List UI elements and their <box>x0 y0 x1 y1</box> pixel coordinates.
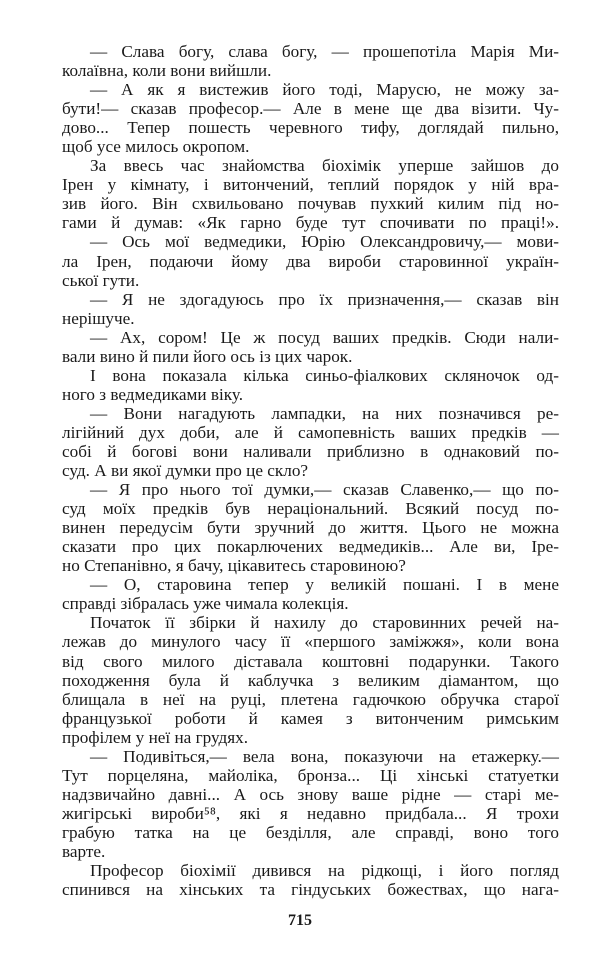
text-line: варте. <box>62 841 106 861</box>
text-line: щоб усе милось окропом. <box>62 137 250 157</box>
text-line: — Я про нього тої думки,— сказав Славенко,— що по- <box>90 480 559 500</box>
text-line: блищала в неї на руці, плетена гадючкою обручка старої <box>62 689 559 709</box>
text-line: І вона показала кілька синьо-фіалкових скляночок од- <box>90 365 559 385</box>
text-line: — Ах, сором! Це ж посуд ваших предків. Сюди нали- <box>90 327 559 347</box>
text-line: Професор біохімії дивився на рідкощі, і його погляд <box>90 861 559 881</box>
text-line: — А як я вистежив його тоді, Марусю, не можу за- <box>90 80 559 100</box>
text-line: — Ось мої ведмедики, Юрію Олександровичу,— мови- <box>90 232 559 252</box>
text-line: грабую татка на це безділля, але справді, воно того <box>62 822 559 842</box>
text-line: ла Ірен, подаючи йому два вироби старовинної україн- <box>62 251 559 271</box>
text-line: — О, старовина тепер у великій пошані. І в мене <box>90 575 559 595</box>
text-line: Тут порцеляна, майоліка, бронза... Ці хінські статуетки <box>62 765 559 785</box>
text-line: вали вино й пили його ось із цих чарок. <box>62 346 353 366</box>
text-line: ного з ведмедиками віку. <box>62 384 244 404</box>
text-line: гами й думав: «Як гарно буде тут спочивати по праці!». <box>62 213 559 233</box>
text-line: ської гути. <box>62 270 140 290</box>
text-line: профілем у неї на грудях. <box>62 727 249 747</box>
text-line: колаївна, коли вони вийшли. <box>62 61 272 81</box>
text-line: — Я не здогадуюсь про їх призначення,— сказав він <box>90 289 559 309</box>
text-line: зив його. Він схвильовано почував пухкий килим під но- <box>62 194 559 214</box>
text-line: справді зібралась уже чимала колекція. <box>62 594 349 614</box>
text-line: но Степанівно, я бачу, цікавитесь старовиною? <box>62 556 406 576</box>
text-line: дово... Тепер пошесть черевного тифу, доглядай пильно, <box>62 118 559 138</box>
text-line: — Вони нагадують лампадки, на них позначився ре- <box>90 403 559 423</box>
text-line: лежав до минулого часу її «першого заміжжя», коли вона <box>62 632 559 652</box>
text-line: бути!— сказав професор.— Але в мене ще два візити. Чу- <box>62 99 559 119</box>
page-number: 715 <box>288 912 312 929</box>
text-line: Початок її збірки й нахилу до старовинних речей на- <box>90 613 559 633</box>
text-line: надзвичайно давні... А ось знову ваше рідне — старі ме- <box>62 784 559 804</box>
text-line: винен передусім бути зручний до життя. Цього не можна <box>62 518 559 538</box>
text-line: собі й богові вони наливали приблизно в однаковий по- <box>62 441 559 461</box>
text-line: — Слава богу, слава богу, — прошепотіла Марія Ми- <box>90 42 559 61</box>
text-line: суд моїх предків був нераціональний. Всякий посуд по- <box>62 499 559 519</box>
text-line: Ірен у кімнату, і витончений, теплий порядок у ній вра- <box>62 175 559 195</box>
text-line: походження була й каблучка з великим діамантом, що <box>62 670 559 690</box>
text-line: сказати про цих покарлючених ведмедиків... Але ви, Іре- <box>62 537 559 557</box>
text-line: лігійний дух доби, але й самопевність ваших предків — <box>62 422 559 442</box>
text-line: спинився на хінських та гіндуських божествах, що нага- <box>62 880 559 900</box>
text-line: суд. А ви якої думки про це скло? <box>62 461 309 481</box>
text-line: нерішуче. <box>62 308 135 328</box>
text-line: За ввесь час знайомства біохімік уперше зайшов до <box>90 156 559 176</box>
text-line: французької роботи й камея з витонченим римським <box>62 708 559 728</box>
text-line: — Подивіться,— вела вона, показуючи на етажерку.— <box>90 746 559 766</box>
page-body <box>62 42 559 899</box>
text-line: жигірські вироби⁵⁸, які я недавно придбала... Я трохи <box>62 803 559 823</box>
text-line: від свого милого діставала коштовні подарунки. Такого <box>62 651 559 671</box>
